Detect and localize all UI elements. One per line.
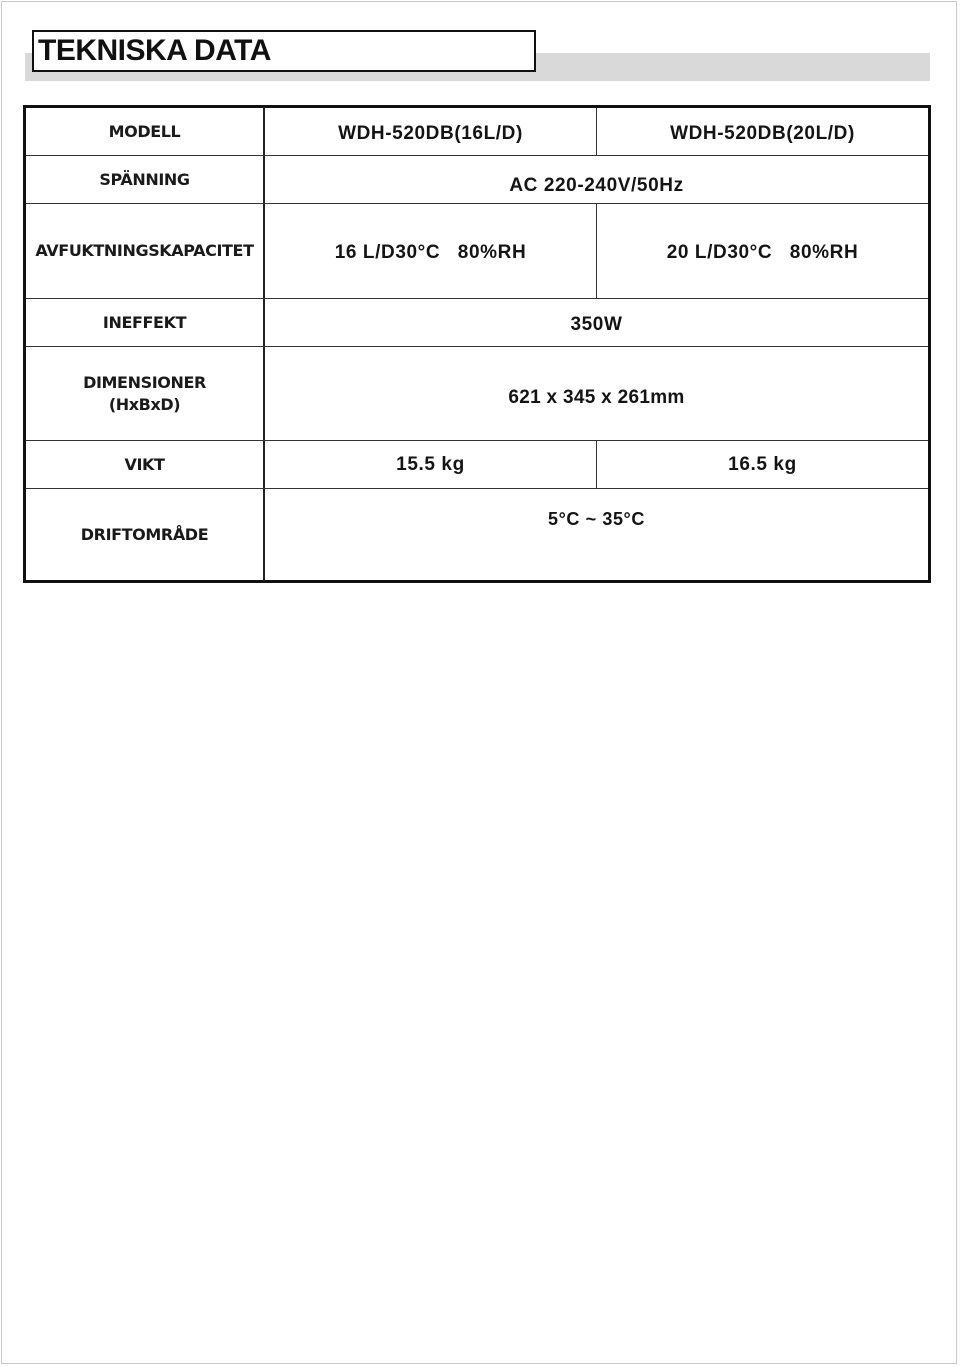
capacity-value-16l: 16 L/D30°C 80%RH: [334, 242, 527, 263]
capacity-label: AVFUKTNINGSKAPACITET: [35, 241, 254, 260]
model-value-20l: WDH-520DB(20L/D): [670, 122, 855, 144]
page-title: TEKNISKA DATA: [32, 30, 536, 72]
dimensions-label: [26, 347, 263, 440]
weight-value-20l: 16.5 kg: [728, 453, 797, 475]
dimensions-value: 621 x 345 x 261mm: [508, 386, 685, 408]
voltage-value: AC 220-240V/50Hz: [509, 174, 684, 196]
voltage-label: SPÄNNING: [99, 169, 190, 189]
model-label: MODELL: [108, 121, 181, 141]
capacity-value-20l: 20 L/D30°C 80%RH: [666, 242, 859, 263]
weight-value-16l: 15.5 kg: [396, 453, 465, 475]
operating-range-value: 5°C ~ 35°C: [548, 508, 645, 529]
model-value-16l: WDH-520DB(16L/D): [338, 122, 523, 144]
dimensions-label-sub: (HxBxD): [108, 394, 181, 414]
dimensions-label-main: DIMENSIONER: [83, 372, 206, 392]
power-label: INEFFEKT: [102, 312, 187, 332]
weight-label: VIKT: [124, 454, 165, 474]
power-value: 350W: [570, 313, 623, 335]
operating-range-label: DRIFTOMRÅDE: [80, 524, 209, 544]
spec-table: [23, 105, 931, 583]
